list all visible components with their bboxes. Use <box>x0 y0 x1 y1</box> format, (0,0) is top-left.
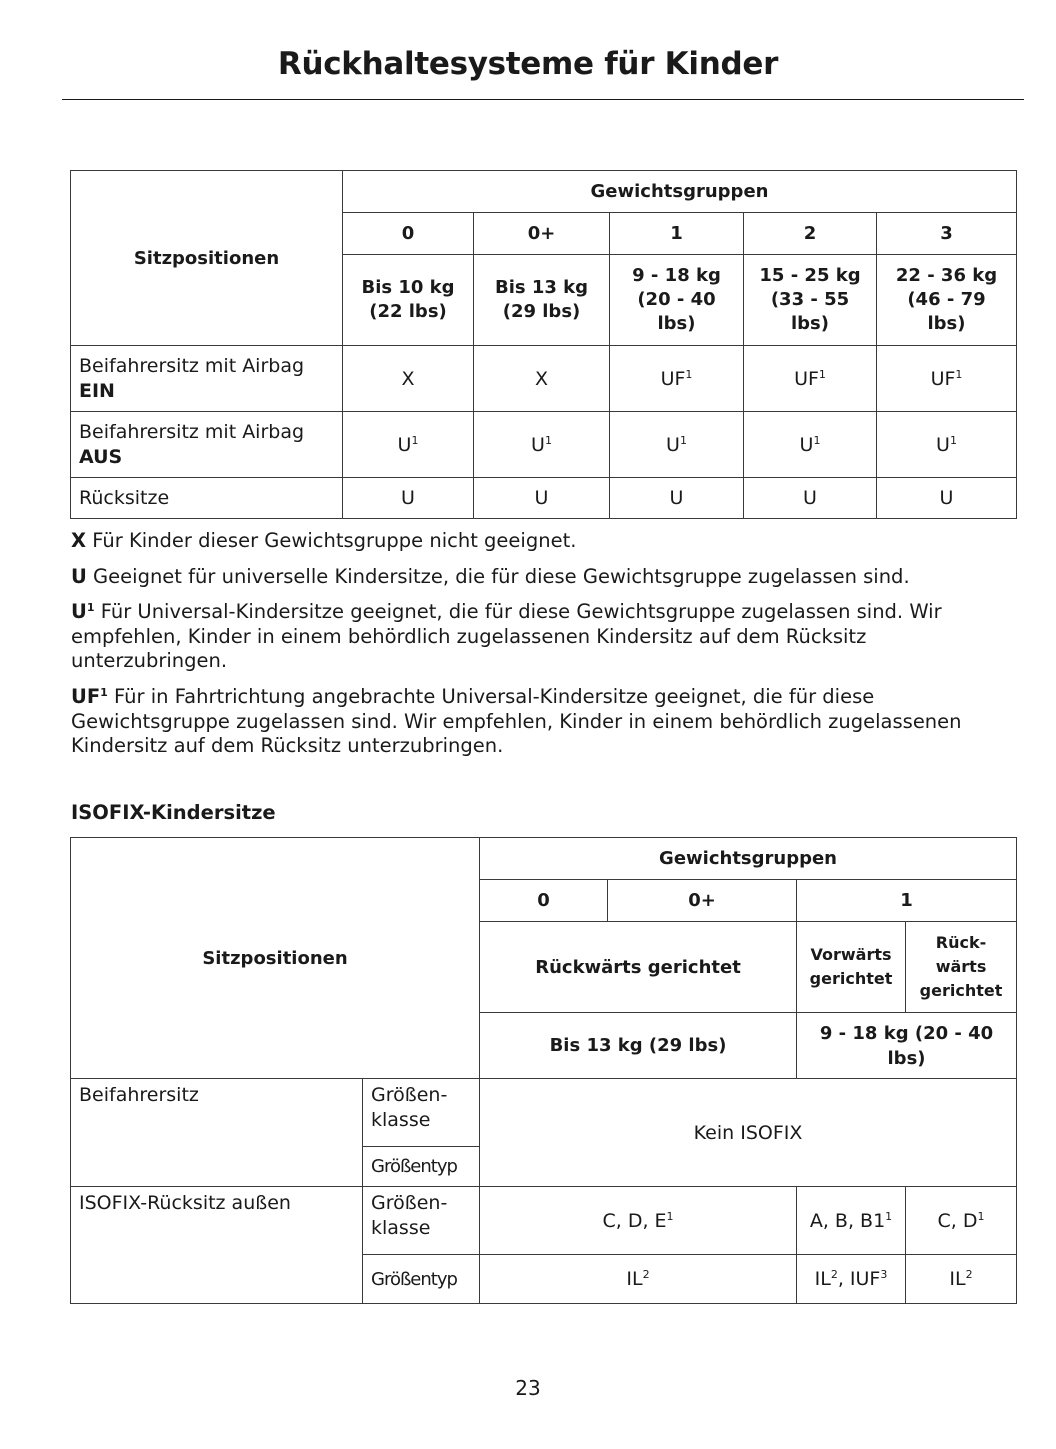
table-cell: $U^1$ <box>343 412 474 478</box>
row-label: Beifahrersitz <box>71 1079 363 1187</box>
weight-range: 9 - 18 kg (20 - 40 lbs) <box>610 255 744 346</box>
table-cell: U <box>877 478 1017 519</box>
row-sublabel: Größentyp <box>363 1147 480 1187</box>
direction-header: Rück- wärts gerichtet <box>906 922 1017 1013</box>
group-header: 0 <box>343 213 474 255</box>
group-header: 2 <box>744 213 877 255</box>
child-seat-table <box>70 170 1017 519</box>
legend-item: X Für Kinder dieser Gewichtsgruppe nicht geeignet. <box>71 529 577 552</box>
table-cell: U <box>744 478 877 519</box>
row-label: Rücksitze <box>71 478 343 519</box>
weight-groups-header: Gewichtsgruppen <box>343 171 1017 213</box>
table-cell: A, B, $B1^1$ <box>797 1187 906 1255</box>
page-title: Rückhaltesysteme für Kinder <box>277 46 779 82</box>
weight-range: Bis 13 kg (29 lbs) <box>474 255 610 346</box>
weight-groups-header: Gewichtsgruppen <box>480 838 1017 880</box>
group-header: 0+ <box>608 880 797 922</box>
weight-range: 15 - 25 kg (33 - 55 lbs) <box>744 255 877 346</box>
group-header: 0 <box>480 880 608 922</box>
table-cell: $U^1$ <box>744 412 877 478</box>
table-row <box>71 1079 1017 1147</box>
table-cell: $U^1$ <box>474 412 610 478</box>
row-sublabel: Größentyp <box>363 1255 480 1304</box>
table-cell: C, D, $E^1$ <box>480 1187 797 1255</box>
table-cell: $IL^2$, IUF$^3$ <box>797 1255 906 1304</box>
title-divider <box>62 99 1024 100</box>
legend-item: $UF^1$ Für in Fahrtrichtung angebrachte Universal-Kindersitze geeignet, die für diese Gewichtsgruppe zugelassen sind. Wir empfehlen, Kinder in einem behördlich zugelassenen Kindersitz auf dem Rücksitz unterzubringen. <box>71 685 962 757</box>
table-cell: $UF^1$ <box>744 346 877 412</box>
table-cell: $U^1$ <box>610 412 744 478</box>
group-header: 1 <box>610 213 744 255</box>
table-cell: C, $D^1$ <box>906 1187 1017 1255</box>
table-cell: U <box>610 478 744 519</box>
table-cell: $IL^2$ <box>480 1255 797 1304</box>
table-cell: X <box>343 346 474 412</box>
row-label: Beifahrersitz mit Airbag AUS <box>71 412 343 478</box>
table-cell: U <box>343 478 474 519</box>
table-row <box>71 478 1017 519</box>
group-header: 3 <box>877 213 1017 255</box>
section-heading: ISOFIX-Kindersitze <box>71 801 276 824</box>
corner-header: Sitzpositionen <box>71 171 343 346</box>
weight-range: 22 - 36 kg (46 - 79 lbs) <box>877 255 1017 346</box>
corner-header: Sitzpositionen <box>71 838 480 1079</box>
table-row <box>71 1187 1017 1255</box>
direction-header: Vorwärts gerichtet <box>797 922 906 1013</box>
table-cell: $IL^2$ <box>906 1255 1017 1304</box>
direction-header: Rückwärts gerichtet <box>480 922 797 1013</box>
page-number: 23 <box>515 1376 541 1400</box>
table-row <box>71 412 1017 478</box>
isofix-table <box>70 837 1017 1304</box>
table-cell: $UF^1$ <box>877 346 1017 412</box>
weight-range: Bis 10 kg (22 lbs) <box>343 255 474 346</box>
legend-item: $U^1$ Für Universal-Kindersitze geeignet, die für diese Gewichtsgruppe zugelassen sind. Wir empfehlen, Kinder in einem behördlich zugelassenen Kindersitz auf dem Rücksitz unterzubringen. <box>71 600 942 672</box>
weight-range: 9 - 18 kg (20 - 40 lbs) <box>797 1013 1017 1079</box>
table-cell: Kein ISOFIX <box>480 1079 1017 1187</box>
group-header: 1 <box>797 880 1017 922</box>
row-sublabel: Größen- klasse <box>363 1187 480 1255</box>
table-cell: X <box>474 346 610 412</box>
row-sublabel: Größen- klasse <box>363 1079 480 1147</box>
row-label: ISOFIX-Rücksitz außen <box>71 1187 363 1304</box>
row-label: Beifahrersitz mit Airbag EIN <box>71 346 343 412</box>
group-header: 0+ <box>474 213 610 255</box>
legend-item: U Geeignet für universelle Kindersitze, die für diese Gewichtsgruppe zugelassen sind. <box>71 565 910 588</box>
table-cell: U <box>474 478 610 519</box>
table-cell: $U^1$ <box>877 412 1017 478</box>
table-cell: $UF^1$ <box>610 346 744 412</box>
weight-range: Bis 13 kg (29 lbs) <box>480 1013 797 1079</box>
table-row <box>71 346 1017 412</box>
